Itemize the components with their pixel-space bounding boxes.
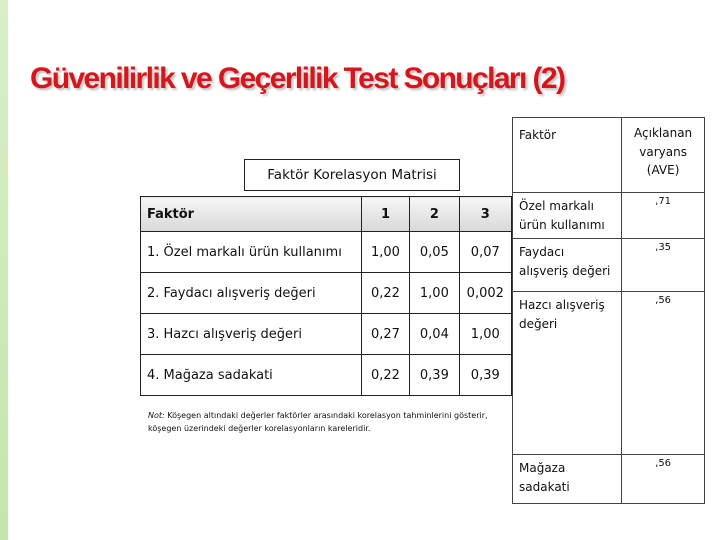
note-text: Köşegen altındaki değerler faktörler arasındaki korelasyon tahminlerini gösterir, köşegen üzerindeki değerler korelasyonların kareleridir. [148,411,488,433]
ave-row [513,239,705,292]
cell-value: 0,07 [459,232,511,273]
correlation-header-row [141,197,512,232]
cell-value: 1,00 [361,232,409,273]
header-col-3: 3 [459,197,511,232]
ave-value: ,71 [622,193,705,239]
slide-title: Güvenilirlik ve Geçerlilik Test Sonuçları (2) [30,62,565,95]
table-row [141,232,512,273]
header-col-1: 1 [361,197,409,232]
row-label: 3. Hazcı alışveriş değeri [141,314,362,355]
row-label: 2. Faydacı alışveriş değeri [141,273,362,314]
cell-value: 0,22 [361,355,409,396]
ave-header-row [513,118,705,193]
ave-row [513,193,705,239]
header-col-2: 2 [410,197,459,232]
ave-factor: Özel markalı ürün kullanımı [513,193,622,239]
row-label: 4. Mağaza sadakati [141,355,362,396]
ave-value: ,56 [622,292,705,455]
cell-value: 0,27 [361,314,409,355]
ave-value: ,56 [622,455,705,504]
table-row [141,273,512,314]
ave-row [513,455,705,504]
ave-factor: Mağaza sadakati [513,455,622,504]
cell-value: 1,00 [459,314,511,355]
ave-table [512,117,705,504]
cell-value: 0,22 [361,273,409,314]
cell-value: 0,39 [459,355,511,396]
cell-value: 0,002 [459,273,511,314]
row-label: 1. Özel markalı ürün kullanımı [141,232,362,273]
ave-header-value: Açıklanan varyans (AVE) [622,118,705,193]
ave-header-factor: Faktör [513,118,622,193]
cell-value: 0,39 [410,355,459,396]
ave-row [513,292,705,455]
table-row [141,355,512,396]
table-note [148,409,520,439]
cell-value: 0,04 [410,314,459,355]
ave-value: ,35 [622,239,705,292]
table-row [141,314,512,355]
correlation-table [140,196,512,396]
cell-value: 0,05 [410,232,459,273]
note-label: Not: [148,411,165,420]
ave-factor: Faydacı alışveriş değeri [513,239,622,292]
ave-factor: Hazcı alışveriş değeri [513,292,622,455]
left-edge-strip [0,0,8,540]
header-factor: Faktör [141,197,362,232]
correlation-caption: Faktör Korelasyon Matrisi [244,159,460,191]
cell-value: 1,00 [410,273,459,314]
